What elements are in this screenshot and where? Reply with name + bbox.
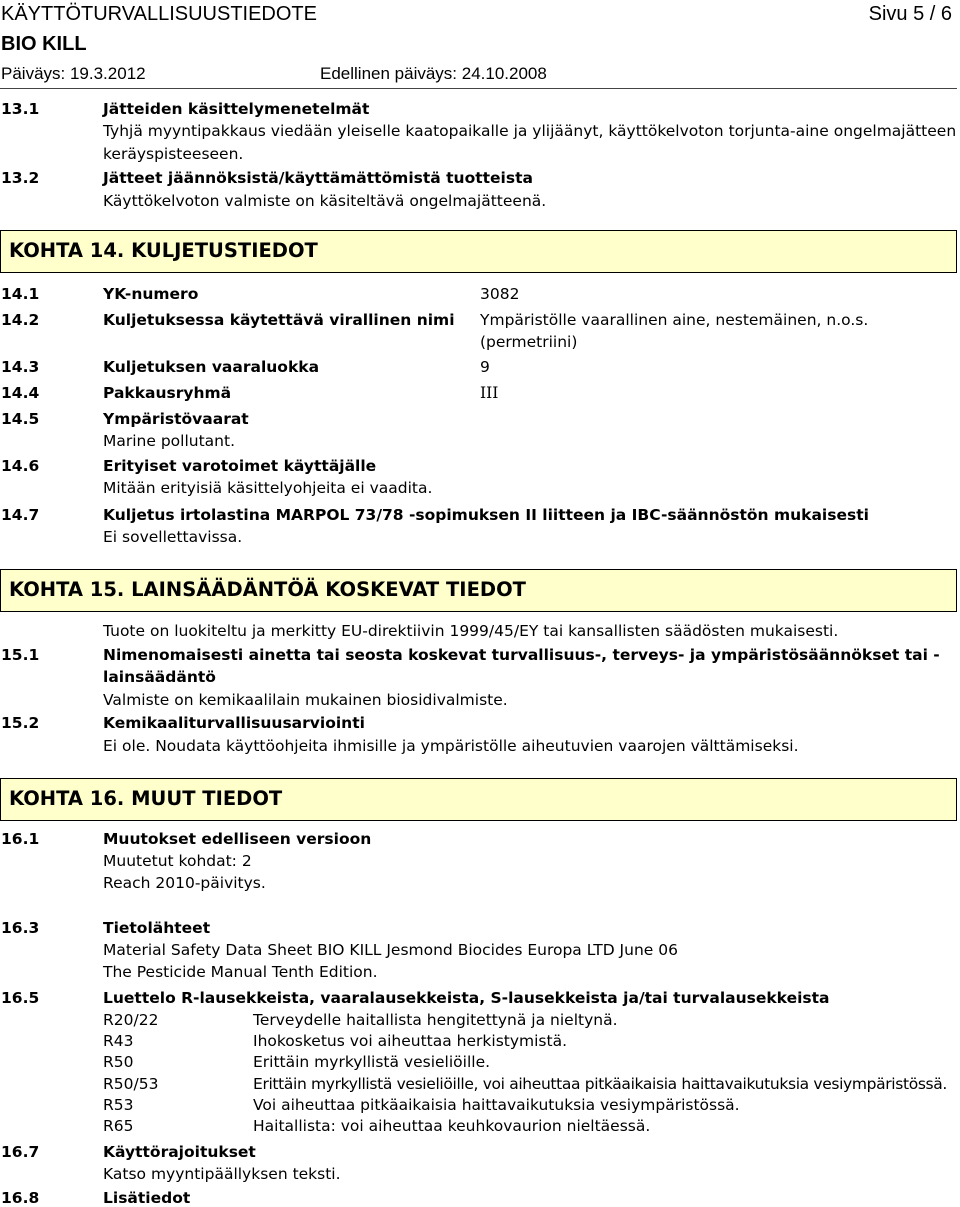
field-label: Kuljetuksessa käytettävä virallinen nimi bbox=[103, 311, 455, 329]
revision-date: Päiväys: 19.3.2012 bbox=[1, 64, 146, 83]
section-number: 16.1 bbox=[1, 830, 40, 848]
environment-text: Marine pollutant. bbox=[103, 432, 235, 450]
regulation-text: Valmiste on kemikaalilain mukainen biosidivalmiste. bbox=[103, 691, 508, 709]
phrase-text: Voi aiheuttaa pitkäaikaisia haittavaikutuksia vesiympäristössä. bbox=[253, 1096, 740, 1114]
waste-text: Käyttökelvoton valmiste on käsiteltävä ongelmajätteenä. bbox=[103, 192, 547, 210]
assessment-text: Ei ole. Noudata käyttöohjeita ihmisille ja ympäristölle aiheutuvien vaarojen välttämiseksi. bbox=[103, 737, 799, 755]
field-label: Kuljetus irtolastina MARPOL 73/78 -sopimuksen II liitteen ja IBC-säännöstön mukaisesti bbox=[103, 506, 869, 524]
phrase-code: R53 bbox=[103, 1096, 134, 1114]
phrase-text: Ihokosketus voi aiheuttaa herkistymistä. bbox=[253, 1032, 568, 1050]
section-number: 14.6 bbox=[1, 457, 40, 475]
section-number: 13.1 bbox=[1, 100, 40, 118]
field-label: Pakkausryhmä bbox=[103, 384, 232, 402]
subsection-heading: lainsäädäntö bbox=[103, 668, 216, 686]
previous-date: Edellinen päiväys: 24.10.2008 bbox=[320, 64, 547, 83]
section-number: 14.4 bbox=[1, 384, 40, 402]
changes-text: Reach 2010-päivitys. bbox=[103, 874, 266, 892]
phrase-text: Terveydelle haitallista hengitettynä ja nieltynä. bbox=[253, 1011, 618, 1029]
precautions-text: Mitään erityisiä käsittelyohjeita ei vaadita. bbox=[103, 479, 433, 497]
restrictions-text: Katso myyntipäällyksen teksti. bbox=[103, 1165, 341, 1183]
section-16-banner bbox=[0, 778, 957, 821]
phrase-text: Erittäin myrkyllistä vesieliöille. bbox=[253, 1053, 491, 1071]
section-number: 14.1 bbox=[1, 285, 40, 303]
section-title: KOHTA 14. KULJETUSTIEDOT bbox=[9, 239, 318, 262]
phrase-text: Haitallista: voi aiheuttaa keuhkovaurion nieltäessä. bbox=[253, 1117, 651, 1135]
section-number: 15.2 bbox=[1, 714, 40, 732]
section-15-banner bbox=[0, 569, 957, 612]
phrase-code: R65 bbox=[103, 1117, 134, 1135]
field-label: Kuljetuksen vaaraluokka bbox=[103, 358, 320, 376]
section-number: 14.5 bbox=[1, 410, 40, 428]
phrase-code: R20/22 bbox=[103, 1011, 159, 1029]
section-title: KOHTA 16. MUUT TIEDOT bbox=[9, 787, 283, 810]
phrase-code: R43 bbox=[103, 1032, 134, 1050]
section-number: 16.8 bbox=[1, 1189, 40, 1207]
page-number: Sivu 5 / 6 bbox=[868, 3, 952, 25]
waste-text: keräyspisteeseen. bbox=[103, 145, 244, 163]
phrase-code: R50/53 bbox=[103, 1075, 159, 1093]
document-type: KÄYTTÖTURVALLISUUSTIEDOTE bbox=[1, 3, 317, 25]
field-label: Erityiset varotoimet käyttäjälle bbox=[103, 457, 377, 475]
packing-group-value: III bbox=[480, 384, 499, 402]
section-number: 16.7 bbox=[1, 1143, 40, 1161]
source-text: The Pesticide Manual Tenth Edition. bbox=[103, 963, 378, 981]
field-label: YK-numero bbox=[103, 285, 199, 303]
section-title: KOHTA 15. LAINSÄÄDÄNTÖÄ KOSKEVAT TIEDOT bbox=[9, 578, 526, 601]
subsection-heading: Tietolähteet bbox=[103, 919, 211, 937]
source-text: Material Safety Data Sheet BIO KILL Jesmond Biocides Europa LTD June 06 bbox=[103, 941, 678, 959]
phrase-text: Erittäin myrkyllistä vesieliöille, voi aiheuttaa pitkäaikaisia haittavaikutuksia vesiympäristössä. bbox=[253, 1075, 948, 1093]
subsection-heading: Jätteiden käsittelymenetelmät bbox=[103, 100, 370, 118]
shipping-name-value: Ympäristölle vaarallinen aine, nestemäinen, n.o.s. bbox=[480, 311, 869, 329]
subsection-heading: Lisätiedot bbox=[103, 1189, 191, 1207]
section-number: 16.3 bbox=[1, 919, 40, 937]
hazard-class-value: 9 bbox=[480, 358, 490, 376]
section-number: 14.7 bbox=[1, 506, 40, 524]
field-label: Ympäristövaarat bbox=[103, 410, 249, 428]
section-number: 15.1 bbox=[1, 646, 40, 664]
section-14-banner bbox=[0, 230, 957, 273]
subsection-heading: Kemikaaliturvallisuusarviointi bbox=[103, 714, 365, 732]
subsection-heading: Jätteet jäännöksistä/käyttämättömistä tuotteista bbox=[103, 169, 533, 187]
subsection-heading: Luettelo R-lausekkeista, vaaralausekkeista, S-lausekkeista ja/tai turvalausekkeista bbox=[103, 989, 830, 1007]
phrase-code: R50 bbox=[103, 1053, 134, 1071]
shipping-name-value: (permetriini) bbox=[480, 333, 578, 351]
regulation-intro: Tuote on luokiteltu ja merkitty EU-direktiivin 1999/45/EY tai kansallisten säädösten mukaisesti. bbox=[103, 622, 839, 640]
subsection-heading: Käyttörajoitukset bbox=[103, 1143, 256, 1161]
section-number: 14.3 bbox=[1, 358, 40, 376]
header-divider bbox=[0, 88, 957, 89]
subsection-heading: Nimenomaisesti ainetta tai seosta koskevat turvallisuus-, terveys- ja ympäristösäännökset tai - bbox=[103, 646, 940, 664]
product-name: BIO KILL bbox=[1, 33, 87, 55]
un-number-value: 3082 bbox=[480, 285, 520, 303]
changes-text: Muutetut kohdat: 2 bbox=[103, 852, 252, 870]
subsection-heading: Muutokset edelliseen versioon bbox=[103, 830, 372, 848]
section-number: 16.5 bbox=[1, 989, 40, 1007]
waste-text: Tyhjä myyntipakkaus viedään yleiselle kaatopaikalle ja ylijäänyt, käyttökelvoton torjunta-aine ongelmajätteen bbox=[103, 122, 957, 140]
bulk-transport-text: Ei sovellettavissa. bbox=[103, 528, 243, 546]
section-number: 14.2 bbox=[1, 311, 40, 329]
section-number: 13.2 bbox=[1, 169, 40, 187]
